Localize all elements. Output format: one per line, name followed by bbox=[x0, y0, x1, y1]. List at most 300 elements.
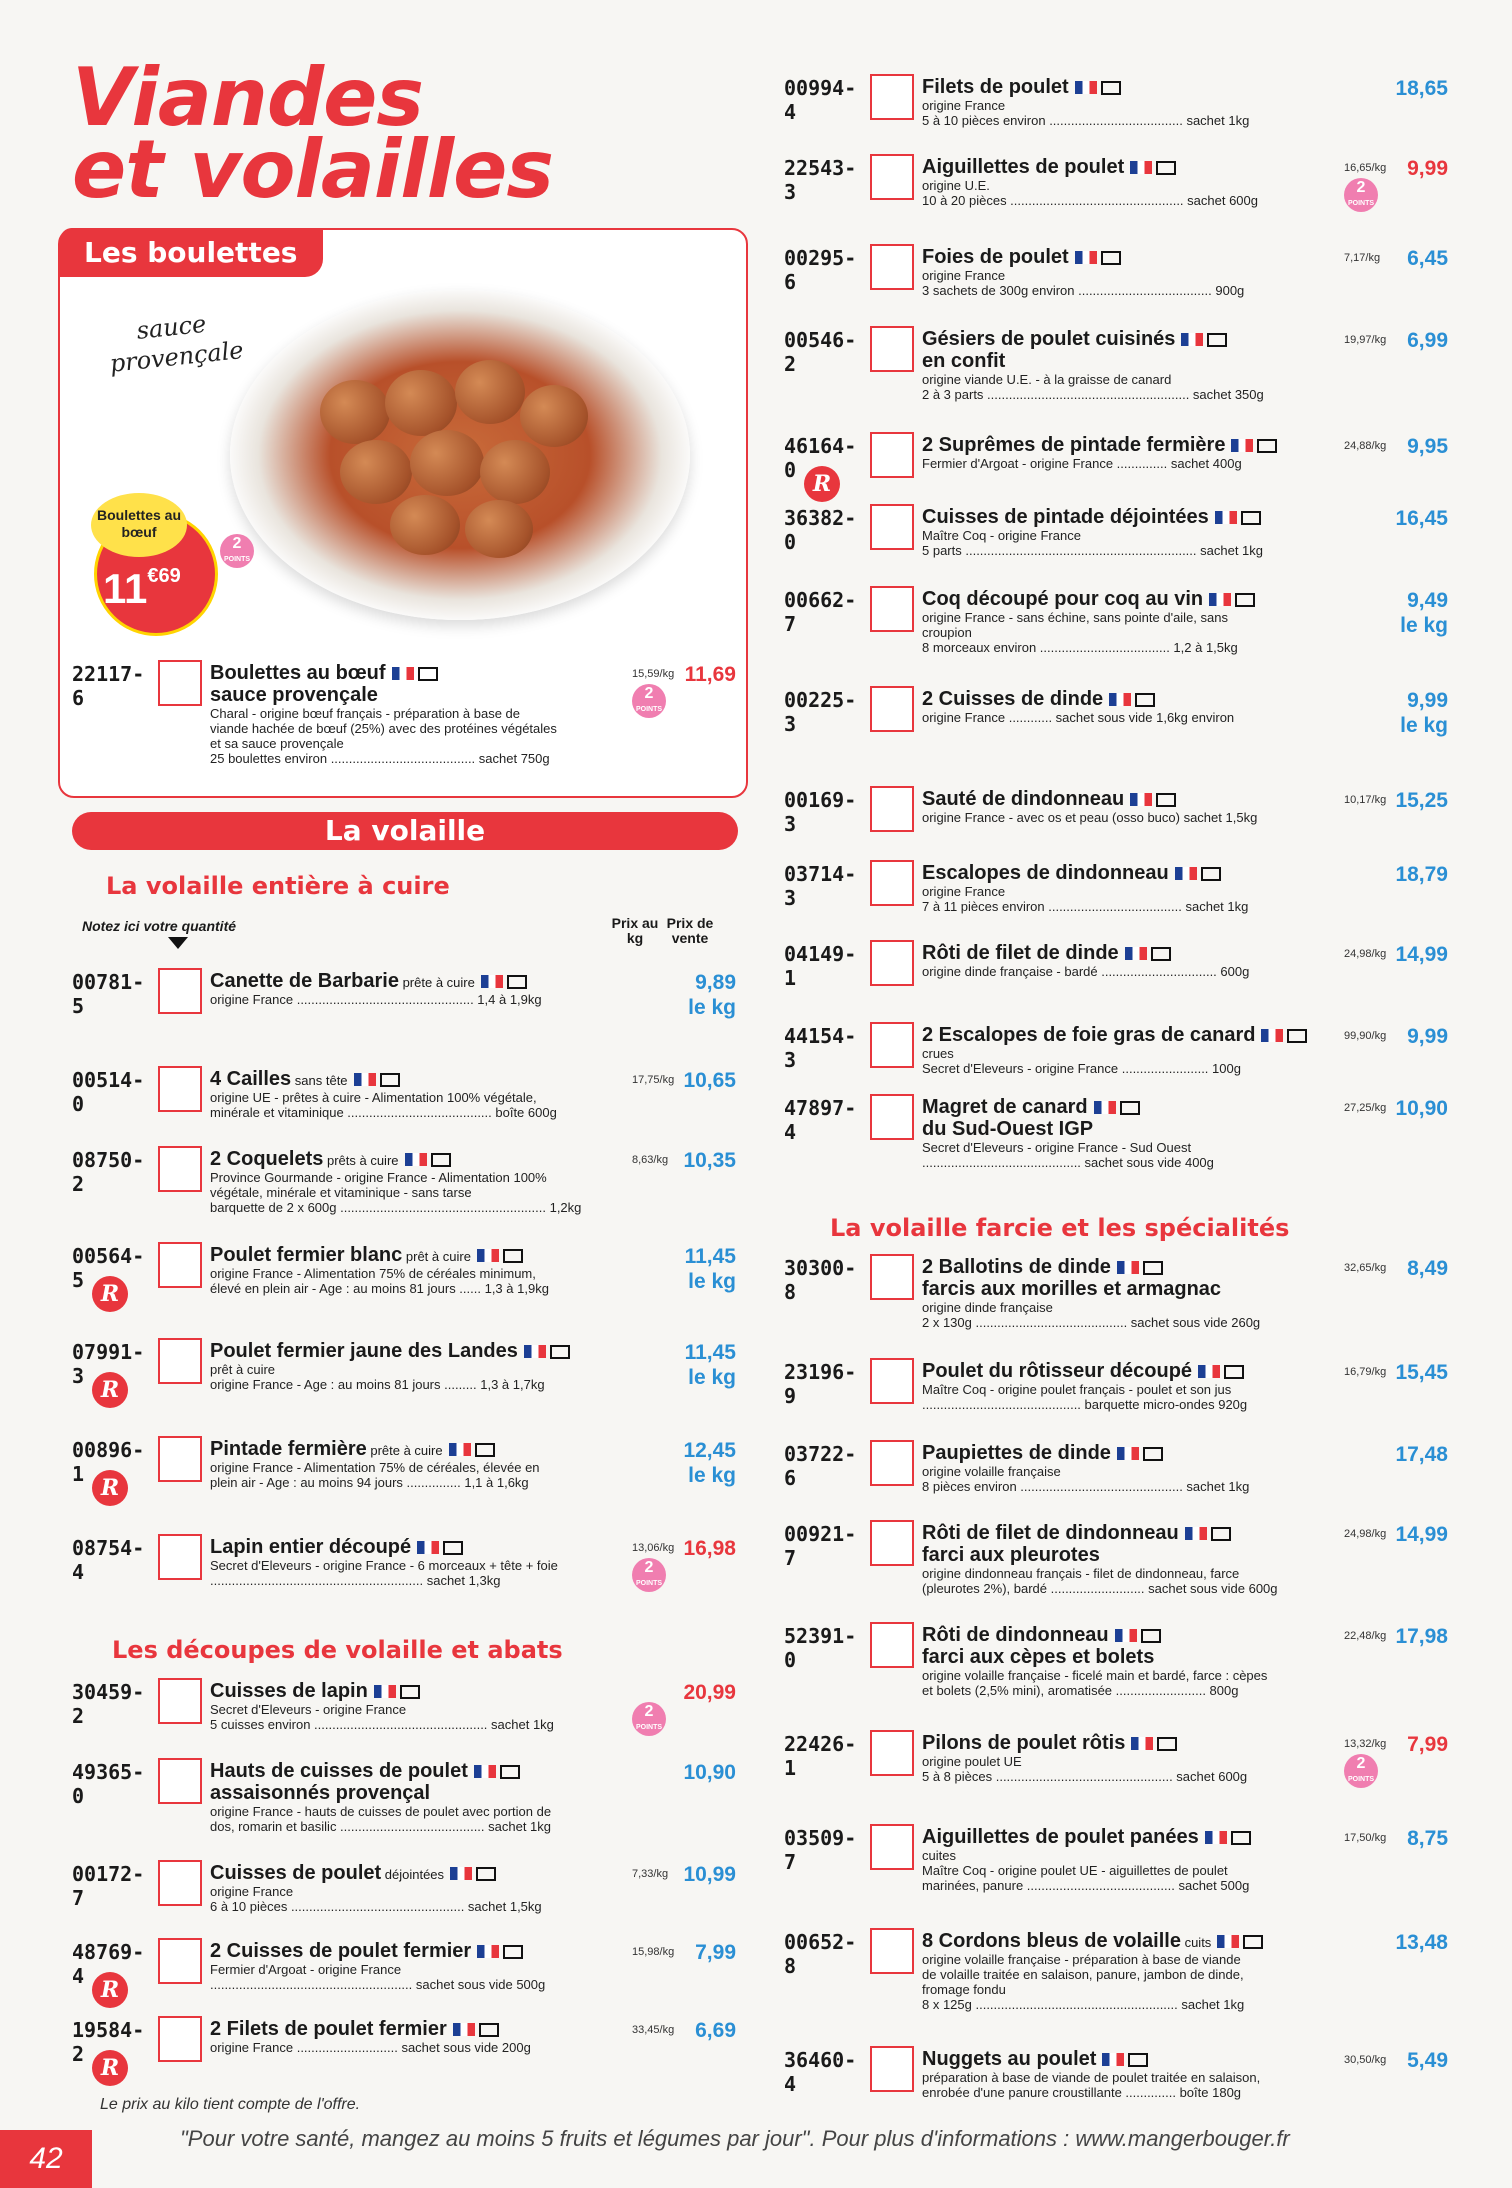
price-per-kg: 33,45/kg bbox=[632, 2024, 675, 2036]
promo-price-burst bbox=[94, 507, 218, 636]
product-description: préparation à base de viande de poulet traitée en salaison, enrobée d'une panure croustillante .............. boîte 180g bbox=[922, 2070, 1261, 2100]
sale-price: 9,89 le kg bbox=[688, 971, 736, 1019]
product-code: 36460-4 bbox=[784, 2048, 857, 2096]
cooking-icon bbox=[476, 1867, 496, 1881]
french-flag-icon bbox=[481, 975, 503, 988]
product-description: origine France - hauts de cuisses de poulet avec portion de dos, romarin et basilic ........................................ sachet 1kg bbox=[210, 1804, 552, 1834]
cooking-icon bbox=[1235, 593, 1255, 607]
product-code: 47897-4 bbox=[784, 1096, 857, 1144]
label-rouge-icon: R bbox=[92, 2050, 128, 2086]
kilo-note: Le prix au kilo tient compte de l'offre. bbox=[100, 2096, 361, 2113]
promo-burst-label: Boulettes au bœuf bbox=[91, 493, 187, 557]
cooking-icon bbox=[475, 1443, 495, 1457]
product-name: Cuisses de lapin bbox=[210, 1680, 420, 1703]
sale-price: 11,45 le kg bbox=[684, 1245, 736, 1293]
cooking-icon bbox=[1143, 1447, 1163, 1461]
product-name: Poulet fermier blanc prêt à cuire bbox=[210, 1244, 523, 1267]
quantity-input[interactable] bbox=[870, 586, 914, 632]
french-flag-icon bbox=[1215, 511, 1237, 524]
cooking-icon bbox=[1135, 693, 1155, 707]
sale-price: 9,99 bbox=[1407, 1025, 1448, 1048]
quantity-input[interactable] bbox=[158, 1146, 202, 1192]
sauce-handwriting bbox=[105, 305, 245, 379]
sale-price: 14,99 bbox=[1395, 943, 1448, 966]
cooking-icon bbox=[1128, 2053, 1148, 2067]
product-name: 2 Escalopes de foie gras de canard bbox=[922, 1024, 1307, 1047]
french-flag-icon bbox=[477, 1945, 499, 1958]
price-per-kg: 22,48/kg bbox=[1344, 1630, 1387, 1642]
product-description: Charal - origine bœuf français - préparation à base de viande hachée de bœuf (25%) avec des protéines végétales et sa sauce provençale 25 boulettes environ ........................................ sachet 750g bbox=[210, 706, 557, 766]
cooking-icon bbox=[1151, 947, 1171, 961]
cooking-icon bbox=[380, 1073, 400, 1087]
quantity-input[interactable] bbox=[870, 1022, 914, 1068]
product-name: 2 Cuisses de poulet fermier bbox=[210, 1940, 523, 1963]
sale-price: 18,65 bbox=[1395, 77, 1448, 100]
french-flag-icon bbox=[1198, 1365, 1220, 1378]
product-code: 22117-6 bbox=[72, 662, 145, 710]
cooking-icon bbox=[503, 1249, 523, 1263]
product-name: Cuisses de pintade déjointées bbox=[922, 506, 1261, 529]
meatball-dish-photo bbox=[230, 290, 690, 620]
product-name: Filets de poulet bbox=[922, 76, 1121, 99]
product-name: 2 Coquelets prêts à cuire bbox=[210, 1148, 451, 1171]
product-qualifier: prêt à cuire bbox=[402, 1249, 471, 1264]
sale-price: 9,95 bbox=[1407, 435, 1448, 458]
cooking-icon bbox=[443, 1541, 463, 1555]
french-flag-icon bbox=[374, 1685, 396, 1698]
sale-price: 9,49 le kg bbox=[1400, 589, 1448, 637]
cooking-icon bbox=[418, 667, 438, 681]
product-code: 00921-7 bbox=[784, 1522, 857, 1570]
product-name-line-2: en confit bbox=[922, 350, 1006, 372]
cooking-icon bbox=[1156, 161, 1176, 175]
cooking-icon bbox=[479, 2023, 499, 2037]
cooking-icon bbox=[400, 1685, 420, 1699]
product-description: origine France - Alimentation 75% de céréales, élevée en plein air - Age : au moins 94 jours ............... 1,1 à 1,6kg bbox=[210, 1460, 540, 1490]
product-name: 2 Suprêmes de pintade fermière bbox=[922, 434, 1277, 457]
product-code: 22543-3 bbox=[784, 156, 857, 204]
product-code: 00169-3 bbox=[784, 788, 857, 836]
product-description: origine France ............................ sachet sous vide 200g bbox=[210, 2040, 531, 2055]
quantity-input[interactable] bbox=[158, 968, 202, 1014]
product-name: Aiguillettes de poulet bbox=[922, 156, 1176, 179]
product-code: 00896-1 bbox=[72, 1438, 145, 1486]
product-name: 2 Filets de poulet fermier bbox=[210, 2018, 499, 2041]
quantity-input[interactable] bbox=[158, 660, 202, 706]
cooking-icon bbox=[1120, 1101, 1140, 1115]
product-name-line-2: du Sud-Ouest IGP bbox=[922, 1118, 1094, 1140]
product-name: Nuggets au poulet bbox=[922, 2048, 1148, 2071]
product-code: 00172-7 bbox=[72, 1862, 145, 1910]
french-flag-icon bbox=[1205, 1831, 1227, 1844]
product-description: origine UE - prêtes à cuire - Alimentation 100% végétale, minérale et vitaminique ........................................ boîte 600g bbox=[210, 1090, 557, 1120]
price-per-kg: 24,98/kg bbox=[1344, 948, 1387, 960]
sale-price: 9,99 le kg bbox=[1400, 689, 1448, 737]
label-rouge-icon: R bbox=[92, 1972, 128, 2008]
quantity-input[interactable] bbox=[158, 1938, 202, 1984]
product-qualifier: prêts à cuire bbox=[323, 1153, 399, 1168]
french-flag-icon bbox=[1130, 161, 1152, 174]
product-code: 48769-4 bbox=[72, 1940, 145, 1988]
cooking-icon bbox=[1101, 251, 1121, 265]
product-code: 00546-2 bbox=[784, 328, 857, 376]
quantity-input[interactable] bbox=[870, 1824, 914, 1870]
french-flag-icon bbox=[1175, 867, 1197, 880]
label-rouge-icon: R bbox=[92, 1372, 128, 1408]
product-description: prêt à cuire origine France - Age : au moins 81 jours ......... 1,3 à 1,7kg bbox=[210, 1362, 545, 1392]
product-description: origine dinde française 2 x 130g .......................................... sachet sous vide 260g bbox=[922, 1300, 1261, 1330]
sale-price: 7,99 bbox=[695, 1941, 736, 1964]
sale-price: 12,45 le kg bbox=[683, 1439, 736, 1487]
product-description: Province Gourmande - origine France - Alimentation 100% végétale, minérale et vitaminique - sans tarse barquette de 2 x 600g ......................................................... 1,2kg bbox=[210, 1170, 582, 1215]
french-flag-icon bbox=[1130, 793, 1152, 806]
points-badge: 2 POINTS bbox=[1344, 1754, 1378, 1788]
product-name: Poulet fermier jaune des Landes bbox=[210, 1340, 570, 1363]
product-description: origine France ............ sachet sous vide 1,6kg environ bbox=[922, 710, 1235, 725]
product-name-line-2: farcis aux morilles et armagnac bbox=[922, 1278, 1222, 1300]
title-line-1: Viandes bbox=[72, 51, 424, 144]
quantity-input[interactable] bbox=[158, 2016, 202, 2062]
cooking-icon bbox=[1287, 1029, 1307, 1043]
product-name: Gésiers de poulet cuisinés bbox=[922, 328, 1227, 351]
sale-price: 13,48 bbox=[1395, 1931, 1448, 1954]
product-description: origine France - sans échine, sans pointe d'aile, sans croupion 8 morceaux environ .................................... 1,2 à 1,5kg bbox=[922, 610, 1238, 655]
product-name: 2 Cuisses de dinde bbox=[922, 688, 1155, 711]
french-flag-icon bbox=[453, 2023, 475, 2036]
french-flag-icon bbox=[474, 1765, 496, 1778]
product-code: 22426-1 bbox=[784, 1732, 857, 1780]
price-per-kg: 10,17/kg bbox=[1344, 794, 1387, 806]
sale-price: 11,69 bbox=[684, 663, 736, 686]
french-flag-icon bbox=[1109, 693, 1131, 706]
french-flag-icon bbox=[1075, 81, 1097, 94]
french-flag-icon bbox=[449, 1443, 471, 1456]
product-description: Secret d'Eleveurs - origine France - 6 morceaux + tête + foie ........................................................... sachet 1,3kg bbox=[210, 1558, 558, 1588]
price-per-kg: 27,25/kg bbox=[1344, 1102, 1387, 1114]
sale-price: 10,90 bbox=[683, 1761, 736, 1784]
cooking-icon bbox=[1141, 1629, 1161, 1643]
cooking-icon bbox=[1231, 1831, 1251, 1845]
product-description: origine viande U.E. - à la graisse de canard 2 à 3 parts ........................................................ sachet 350g bbox=[922, 372, 1264, 402]
quantity-input[interactable] bbox=[870, 860, 914, 906]
price-per-kg: 24,88/kg bbox=[1344, 440, 1387, 452]
quantity-input[interactable] bbox=[158, 1758, 202, 1804]
product-name: Canette de Barbarie prête à cuire bbox=[210, 970, 527, 993]
cooking-icon bbox=[1241, 511, 1261, 525]
cooking-icon bbox=[1156, 793, 1176, 807]
quantity-input[interactable] bbox=[158, 1534, 202, 1580]
cooking-icon bbox=[1257, 439, 1277, 453]
product-code: 46164-0 bbox=[784, 434, 857, 482]
product-name: 8 Cordons bleus de volaille cuits bbox=[922, 1930, 1263, 1953]
title-line-2: et volailles bbox=[72, 123, 554, 216]
french-flag-icon bbox=[354, 1073, 376, 1086]
product-name-line-2: assaisonnés provençal bbox=[210, 1782, 431, 1804]
price-per-kg: 16,79/kg bbox=[1344, 1366, 1387, 1378]
subheading-entiere: La volaille entière à cuire bbox=[106, 872, 450, 900]
quantity-note: Notez ici votre quantité bbox=[82, 918, 237, 934]
product-description: origine France - Alimentation 75% de céréales minimum, élevé en plein air - Age : au moins 81 jours ...... 1,3 à 1,9kg bbox=[210, 1266, 549, 1296]
product-name-line-2: farci aux cèpes et bolets bbox=[922, 1646, 1155, 1668]
page-number: 42 bbox=[0, 2130, 92, 2188]
price-per-kg: 15,59/kg bbox=[632, 668, 675, 680]
product-code: 44154-3 bbox=[784, 1024, 857, 1072]
price-per-kg: 15,98/kg bbox=[632, 1946, 675, 1958]
sale-price: 16,98 bbox=[683, 1537, 736, 1560]
sale-price: 10,65 bbox=[683, 1069, 736, 1092]
sale-price: 11,45 le kg bbox=[684, 1341, 736, 1389]
product-code: 00662-7 bbox=[784, 588, 857, 636]
sale-price: 17,98 bbox=[1395, 1625, 1448, 1648]
french-flag-icon bbox=[392, 667, 414, 680]
quantity-input[interactable] bbox=[158, 1242, 202, 1288]
points-badge: 2 POINTS bbox=[632, 684, 666, 718]
sale-price: 20,99 bbox=[683, 1681, 736, 1704]
product-code: 03714-3 bbox=[784, 862, 857, 910]
price-per-kg: 7,17/kg bbox=[1344, 252, 1381, 264]
quantity-input[interactable] bbox=[870, 74, 914, 120]
quantity-input[interactable] bbox=[158, 1678, 202, 1724]
product-name: Sauté de dindonneau bbox=[922, 788, 1176, 811]
price-per-kg: 17,75/kg bbox=[632, 1074, 675, 1086]
cooking-icon bbox=[1101, 81, 1121, 95]
product-qualifier: prête à cuire bbox=[366, 1443, 443, 1458]
price-per-kg: 32,65/kg bbox=[1344, 1262, 1387, 1274]
product-description: Maître Coq - origine poulet français - poulet et son jus ............................................ barquette micro-ondes 920g bbox=[922, 1382, 1248, 1412]
sale-price: 10,35 bbox=[683, 1149, 736, 1172]
product-name: Coq découpé pour coq au vin bbox=[922, 588, 1255, 611]
product-code: 52391-0 bbox=[784, 1624, 857, 1672]
cooking-icon bbox=[1211, 1527, 1231, 1541]
quantity-input[interactable] bbox=[870, 1622, 914, 1668]
quantity-input[interactable] bbox=[870, 432, 914, 478]
quantity-input[interactable] bbox=[870, 1094, 914, 1140]
product-code: 49365-0 bbox=[72, 1760, 145, 1808]
quantity-input[interactable] bbox=[158, 1338, 202, 1384]
price-per-kg: 13,06/kg bbox=[632, 1542, 675, 1554]
price-per-kg: 99,90/kg bbox=[1344, 1030, 1387, 1042]
quantity-input[interactable] bbox=[870, 1730, 914, 1776]
quantity-input[interactable] bbox=[870, 326, 914, 372]
price-per-kg: 8,63/kg bbox=[632, 1154, 669, 1166]
product-name: Poulet du rôtisseur découpé bbox=[922, 1360, 1244, 1383]
french-flag-icon bbox=[477, 1249, 499, 1262]
french-flag-icon bbox=[405, 1153, 427, 1166]
product-description: Secret d'Eleveurs - origine France 5 cuisses environ ................................................ sachet 1kg bbox=[210, 1702, 554, 1732]
french-flag-icon bbox=[1117, 1261, 1139, 1274]
cooking-icon bbox=[503, 1945, 523, 1959]
product-name: Rôti de filet de dinde bbox=[922, 942, 1171, 965]
down-arrow-icon bbox=[168, 937, 188, 949]
quantity-input[interactable] bbox=[870, 1254, 914, 1300]
product-description: origine France 5 à 10 pièces environ ..................................... sachet 1kg bbox=[922, 98, 1250, 128]
product-code: 00514-0 bbox=[72, 1068, 145, 1116]
french-flag-icon bbox=[1209, 593, 1231, 606]
product-name: Magret de canard bbox=[922, 1096, 1140, 1119]
product-code: 00994-4 bbox=[784, 76, 857, 124]
product-description: origine U.E. 10 à 20 pièces ................................................ sachet 600g bbox=[922, 178, 1258, 208]
product-name: Foies de poulet bbox=[922, 246, 1121, 269]
sale-price: 6,45 bbox=[1407, 247, 1448, 270]
quantity-input[interactable] bbox=[870, 1440, 914, 1486]
quantity-input[interactable] bbox=[870, 154, 914, 200]
product-description: cuites Maître Coq - origine poulet UE - aiguillettes de poulet marinées, panure ......................................... sachet 500g bbox=[922, 1848, 1250, 1893]
cooking-icon bbox=[1207, 333, 1227, 347]
product-name: Rôti de dindonneau bbox=[922, 1624, 1161, 1647]
product-code: 23196-9 bbox=[784, 1360, 857, 1408]
sale-price: 6,99 bbox=[1407, 329, 1448, 352]
sale-price: 5,49 bbox=[1407, 2049, 1448, 2072]
product-qualifier: sans tête bbox=[291, 1073, 348, 1088]
product-qualifier: prête à cuire bbox=[398, 975, 475, 990]
french-flag-icon bbox=[1217, 1935, 1239, 1948]
product-description: crues Secret d'Eleveurs - origine France ........................ 100g bbox=[922, 1046, 1241, 1076]
quantity-input[interactable] bbox=[870, 1928, 914, 1974]
french-flag-icon bbox=[1181, 333, 1203, 346]
subheading-farcie: La volaille farcie et les spécialités bbox=[830, 1214, 1290, 1242]
product-qualifier: déjointées bbox=[381, 1867, 445, 1882]
product-name: Hauts de cuisses de poulet bbox=[210, 1760, 520, 1783]
product-code: 00781-5 bbox=[72, 970, 145, 1018]
label-rouge-icon: R bbox=[92, 1470, 128, 1506]
price-per-kg: 30,50/kg bbox=[1344, 2054, 1387, 2066]
product-description: origine France 3 sachets de 300g environ ..................................... 900g bbox=[922, 268, 1245, 298]
quantity-input[interactable] bbox=[870, 686, 914, 732]
product-code: 30459-2 bbox=[72, 1680, 145, 1728]
sauce-line-1: sauce bbox=[135, 309, 208, 345]
label-rouge-icon: R bbox=[804, 466, 840, 502]
points-badge: 2 POINTS bbox=[1344, 178, 1378, 212]
quantity-input[interactable] bbox=[870, 940, 914, 986]
quantity-input[interactable] bbox=[158, 1066, 202, 1112]
product-code: 03722-6 bbox=[784, 1442, 857, 1490]
product-code: 07991-3 bbox=[72, 1340, 145, 1388]
cooking-icon bbox=[550, 1345, 570, 1359]
product-description: Maître Coq - origine France 5 parts ................................................................ sachet 1kg bbox=[922, 528, 1263, 558]
quantity-input[interactable] bbox=[870, 504, 914, 550]
header-prix-kg: Prix au kg bbox=[611, 915, 659, 946]
cooking-icon bbox=[1224, 1365, 1244, 1379]
product-description: origine France 7 à 11 pièces environ ..................................... sachet 1kg bbox=[922, 884, 1249, 914]
sale-price: 9,99 bbox=[1407, 157, 1448, 180]
french-flag-icon bbox=[1102, 2053, 1124, 2066]
french-flag-icon bbox=[1261, 1029, 1283, 1042]
product-description: Fermier d'Argoat - origine France .............. sachet 400g bbox=[922, 456, 1242, 471]
product-description: Secret d'Eleveurs - origine France - Sud Ouest ............................................ sachet sous vide 400g bbox=[922, 1140, 1214, 1170]
quantity-input[interactable] bbox=[870, 1520, 914, 1566]
product-code: 30300-8 bbox=[784, 1256, 857, 1304]
french-flag-icon bbox=[1115, 1629, 1137, 1642]
product-description: origine volaille française 8 pièces environ ............................................. sachet 1kg bbox=[922, 1464, 1250, 1494]
section-volaille: La volaille bbox=[72, 812, 738, 850]
product-description: origine dindonneau français - filet de dindonneau, farce (pleurotes 2%), bardé .......................... sachet sous vide 600g bbox=[922, 1566, 1278, 1596]
product-code: 00295-6 bbox=[784, 246, 857, 294]
product-description: origine volaille française - préparation à base de viande de volaille traitée en salaison, panure, jambon de dinde, fromage fondu 8 x 125g ........................................................ sachet 1kg bbox=[922, 1952, 1245, 2012]
sauce-line-2: provençale bbox=[108, 335, 245, 378]
product-description: origine poulet UE 5 à 8 pièces ................................................. sachet 600g bbox=[922, 1754, 1248, 1784]
product-code: 03509-7 bbox=[784, 1826, 857, 1874]
promo-ribbon: Les boulettes bbox=[60, 228, 323, 277]
french-flag-icon bbox=[1094, 1101, 1116, 1114]
points-badge: 2 POINTS bbox=[632, 1558, 666, 1592]
sale-price: 7,99 bbox=[1407, 1733, 1448, 1756]
product-name-line-2: sauce provençale bbox=[210, 684, 378, 706]
price-per-kg: 16,65/kg bbox=[1344, 162, 1387, 174]
sale-price: 14,99 bbox=[1395, 1523, 1448, 1546]
sale-price: 10,90 bbox=[1395, 1097, 1448, 1120]
price-per-kg: 7,33/kg bbox=[632, 1868, 669, 1880]
product-name: Escalopes de dindonneau bbox=[922, 862, 1221, 885]
product-description: origine dinde française - bardé ................................ 600g bbox=[922, 964, 1250, 979]
cooking-icon bbox=[500, 1765, 520, 1779]
french-flag-icon bbox=[417, 1541, 439, 1554]
french-flag-icon bbox=[1117, 1447, 1139, 1460]
french-flag-icon bbox=[1125, 947, 1147, 960]
cooking-icon bbox=[1243, 1935, 1263, 1949]
quantity-input[interactable] bbox=[158, 1860, 202, 1906]
product-name: Lapin entier découpé bbox=[210, 1536, 463, 1559]
quantity-input[interactable] bbox=[870, 2046, 914, 2092]
price-per-kg: 19,97/kg bbox=[1344, 334, 1387, 346]
product-name: 4 Cailles sans tête bbox=[210, 1068, 400, 1091]
sale-price: 16,45 bbox=[1395, 507, 1448, 530]
sale-price: 8,75 bbox=[1407, 1827, 1448, 1850]
product-code: 00564-5 bbox=[72, 1244, 145, 1292]
quantity-input[interactable] bbox=[870, 1358, 914, 1404]
sale-price: 6,69 bbox=[695, 2019, 736, 2042]
french-flag-icon bbox=[1231, 439, 1253, 452]
product-name: Paupiettes de dinde bbox=[922, 1442, 1163, 1465]
french-flag-icon bbox=[1075, 251, 1097, 264]
cooking-icon bbox=[1143, 1261, 1163, 1275]
quantity-input[interactable] bbox=[870, 786, 914, 832]
cooking-icon bbox=[1157, 1737, 1177, 1751]
product-code: 08754-4 bbox=[72, 1536, 145, 1584]
label-rouge-icon: R bbox=[92, 1276, 128, 1312]
french-flag-icon bbox=[1185, 1527, 1207, 1540]
health-footer: "Pour votre santé, mangez au moins 5 fruits et légumes par jour". Pour plus d'informations : www.mangerbouger.fr bbox=[180, 2126, 1290, 2151]
product-name: Pilons de poulet rôtis bbox=[922, 1732, 1177, 1755]
promo-burst-price: $11^{€69}$ bbox=[103, 565, 181, 612]
cooking-icon bbox=[507, 975, 527, 989]
product-code: 08750-2 bbox=[72, 1148, 145, 1196]
cooking-icon bbox=[1201, 867, 1221, 881]
sale-price: 17,48 bbox=[1395, 1443, 1448, 1466]
sale-price: 15,25 bbox=[1395, 789, 1448, 812]
product-name: Rôti de filet de dindonneau bbox=[922, 1522, 1231, 1545]
header-prix-vente: Prix de vente bbox=[666, 915, 714, 946]
price-per-kg: 13,32/kg bbox=[1344, 1738, 1387, 1750]
points-badge: 2 POINTS bbox=[632, 1702, 666, 1736]
points-badge: 2 POINTS bbox=[220, 534, 254, 568]
quantity-input[interactable] bbox=[870, 244, 914, 290]
product-code: 36382-0 bbox=[784, 506, 857, 554]
product-name: Aiguillettes de poulet panées bbox=[922, 1826, 1251, 1849]
product-name-line-2: farci aux pleurotes bbox=[922, 1544, 1100, 1566]
quantity-input[interactable] bbox=[158, 1436, 202, 1482]
product-code: 19584-2 bbox=[72, 2018, 145, 2066]
product-code: 00652-8 bbox=[784, 1930, 857, 1978]
product-name: 2 Ballotins de dinde bbox=[922, 1256, 1163, 1279]
price-per-kg: 17,50/kg bbox=[1344, 1832, 1387, 1844]
product-name: Pintade fermière prête à cuire bbox=[210, 1438, 495, 1461]
sale-price: 18,79 bbox=[1395, 863, 1448, 886]
price-per-kg: 24,98/kg bbox=[1344, 1528, 1387, 1540]
product-qualifier: cuits bbox=[1180, 1935, 1212, 1950]
cooking-icon bbox=[431, 1153, 451, 1167]
subheading-decoupes: Les découpes de volaille et abats bbox=[112, 1636, 563, 1664]
sale-price: 8,49 bbox=[1407, 1257, 1448, 1280]
